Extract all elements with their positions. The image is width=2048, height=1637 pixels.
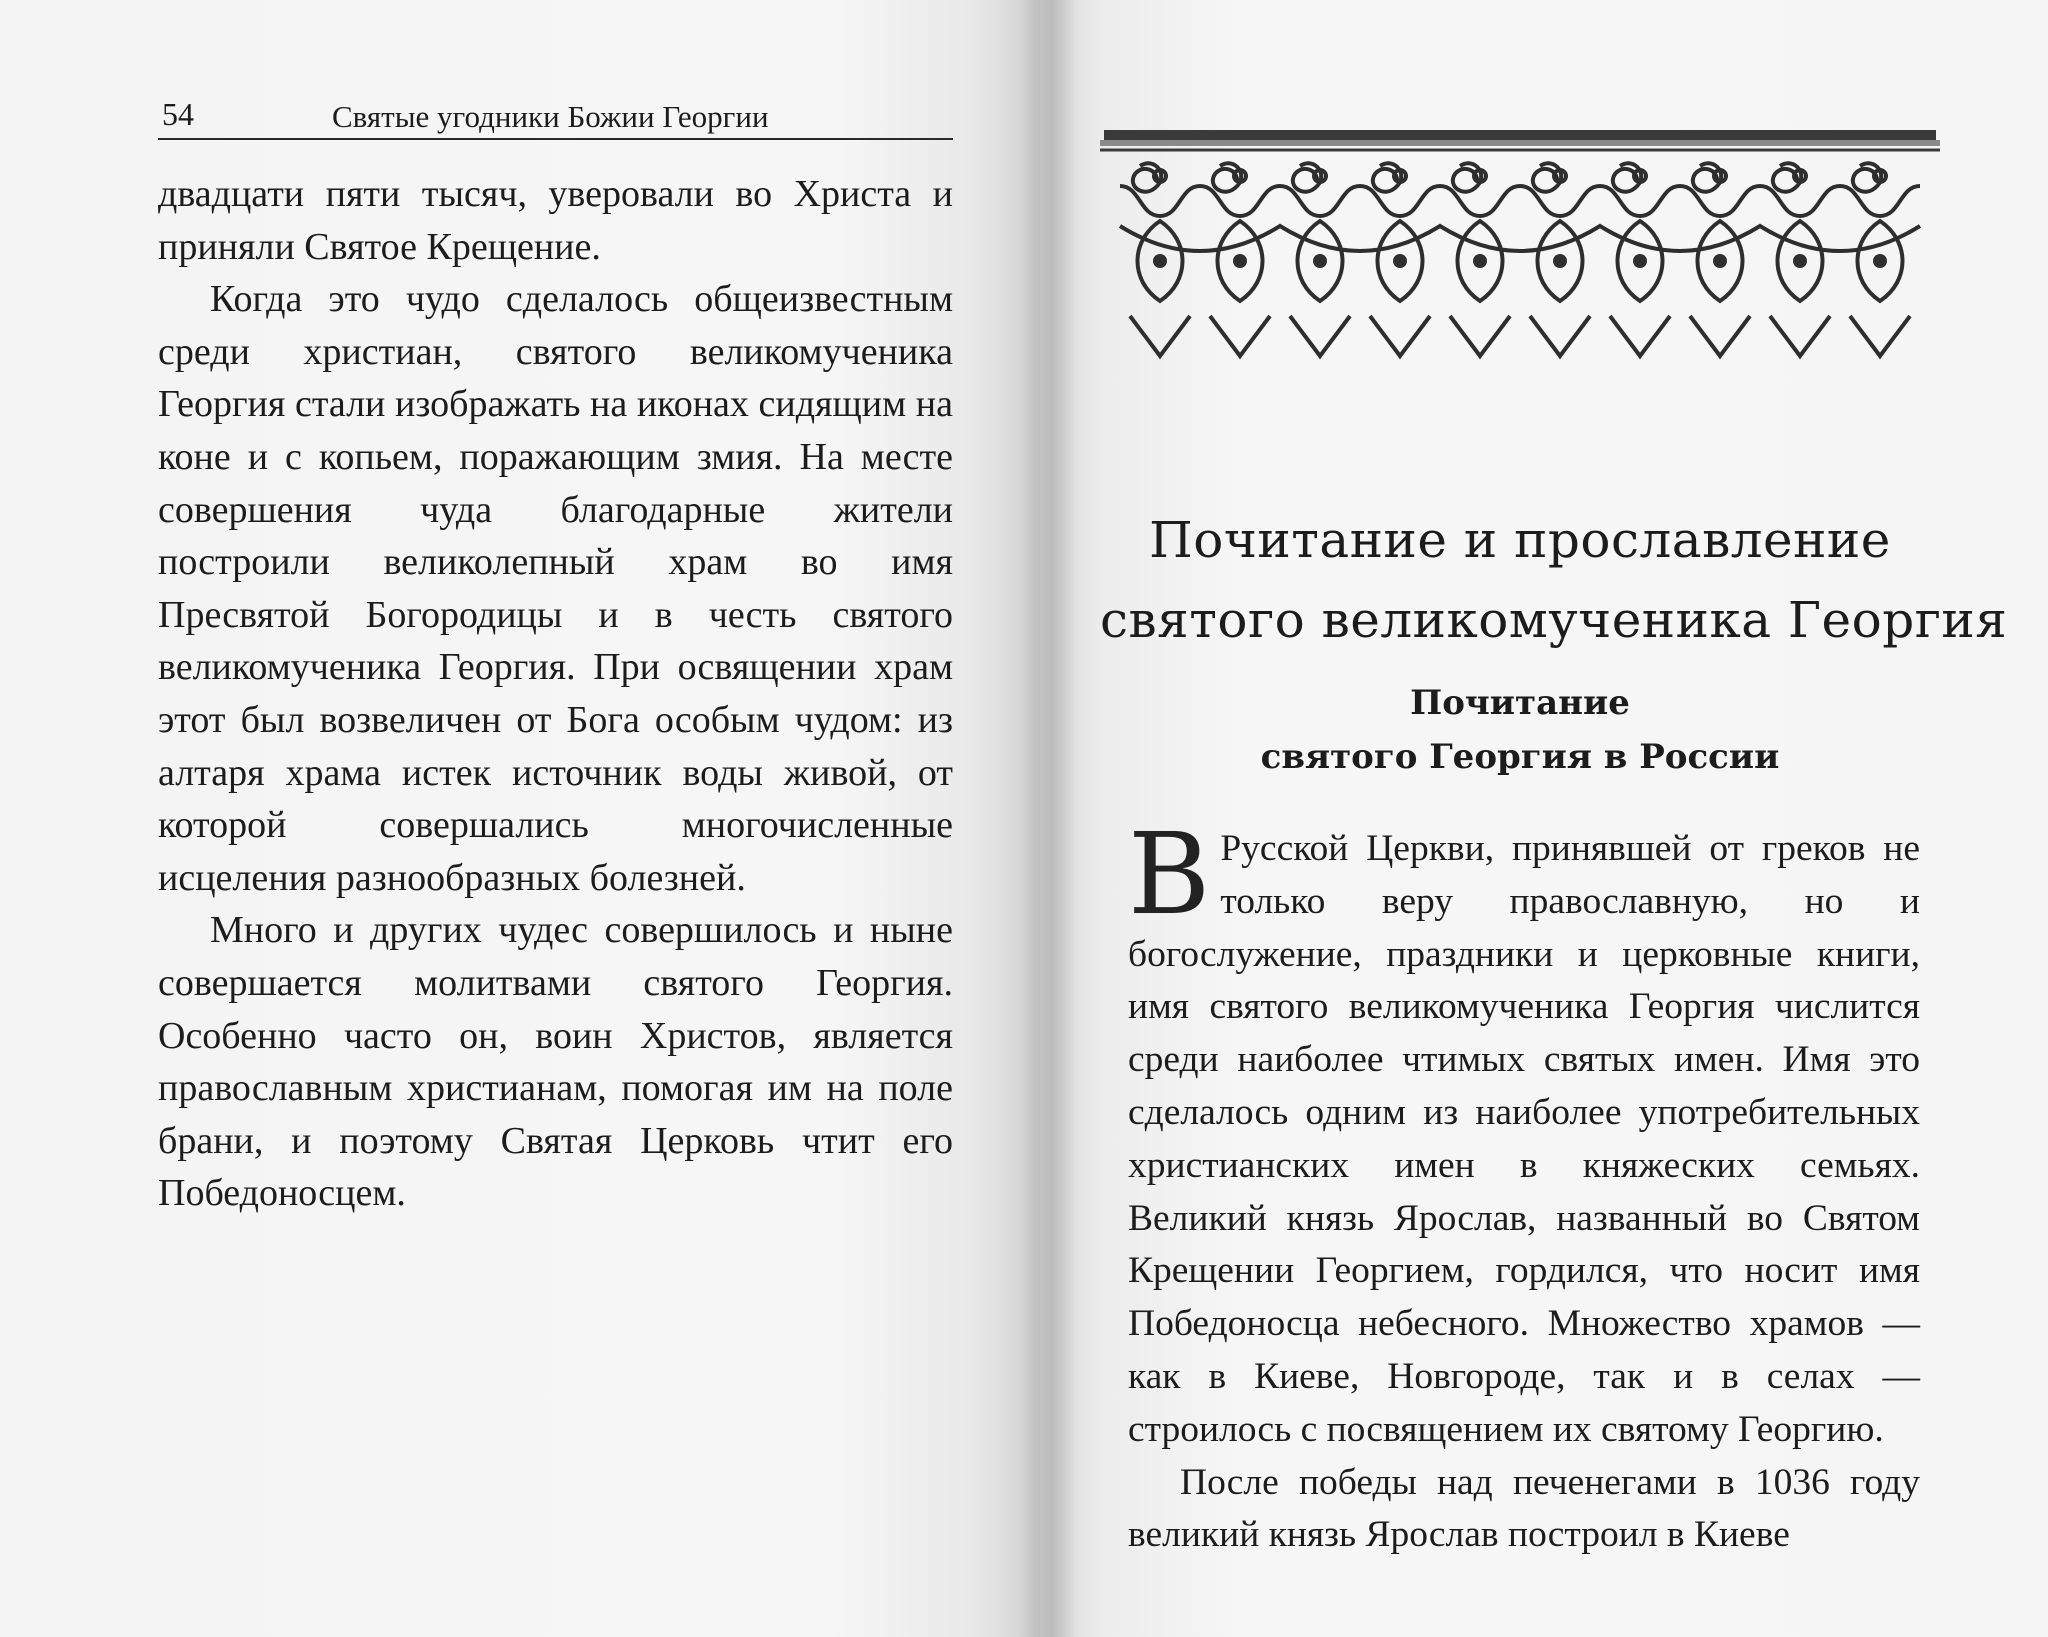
paragraph: двадцати пяти тысяч, уверовали во Христа и приняли Святое Крещение.: [158, 173, 953, 268]
paragraph: [1128, 810, 1920, 1457]
chapter-title-line: святого великомученика Георгия: [1100, 591, 2008, 649]
chapter-title-line: Почитание и прославление: [1149, 511, 1891, 569]
right-page-body: [1128, 810, 1920, 1562]
paragraph-text: Русской Церкви, принявшей от греков не только веру православную, но и богослужение, праздники и церковные книги, имя святого великомученика Георгия числится среди наиболее чтимых святых имен. Имя это сделалось одним из наиболее употребительных христианских имен в княжеских семьях. Великий князь Ярослав, названный во Святом Крещении Георгием, гордился, что носит имя Победоносца небесного. Множество храмов — как в Киеве, Новгороде, так и в селах — строилось с посвящением их святому Георгию.: [1128, 828, 1920, 1450]
paragraph: После победы над печенегами в 1036 году великий князь Ярослав построил в Киеве: [1128, 1461, 1920, 1556]
section-title-line: святого Георгия в России: [1260, 737, 1780, 777]
floral-headpiece-icon: [1100, 126, 1940, 366]
page-number: 54: [162, 96, 194, 132]
drop-cap: В: [1128, 810, 1211, 940]
chapter-title: [1100, 500, 2008, 660]
running-head-title: Святые угодники Божии Георгии: [332, 99, 769, 134]
section-title: [1100, 676, 1940, 784]
paragraph: Когда это чудо сделалось общеизвестным среди христиан, святого великомученика Георгия стали изображать на иконах сидящим на коне и с копьем, поражающим змия. На месте совершения чуда благодарные жители построили великолепный храм во имя Пресвятой Богородицы и в честь святого великомученика Георгия. При освящении храм этот был возвеличен от Бога особым чудом: из алтаря храма истек источник воды живой, от которой совершались многочисленные исцеления разнообразных болезней.: [158, 278, 953, 899]
running-head: [158, 96, 953, 140]
paragraph: Много и других чудес совершилось и ныне совершается молитвами святого Георгия. Особенно часто он, воин Христов, является православным христианам, помогая им на поле брани, и поэтому Святая Церковь чтит его Победоносцем.: [158, 909, 953, 1215]
section-title-line: Почитание: [1410, 683, 1630, 723]
left-page-body: [158, 168, 953, 1220]
